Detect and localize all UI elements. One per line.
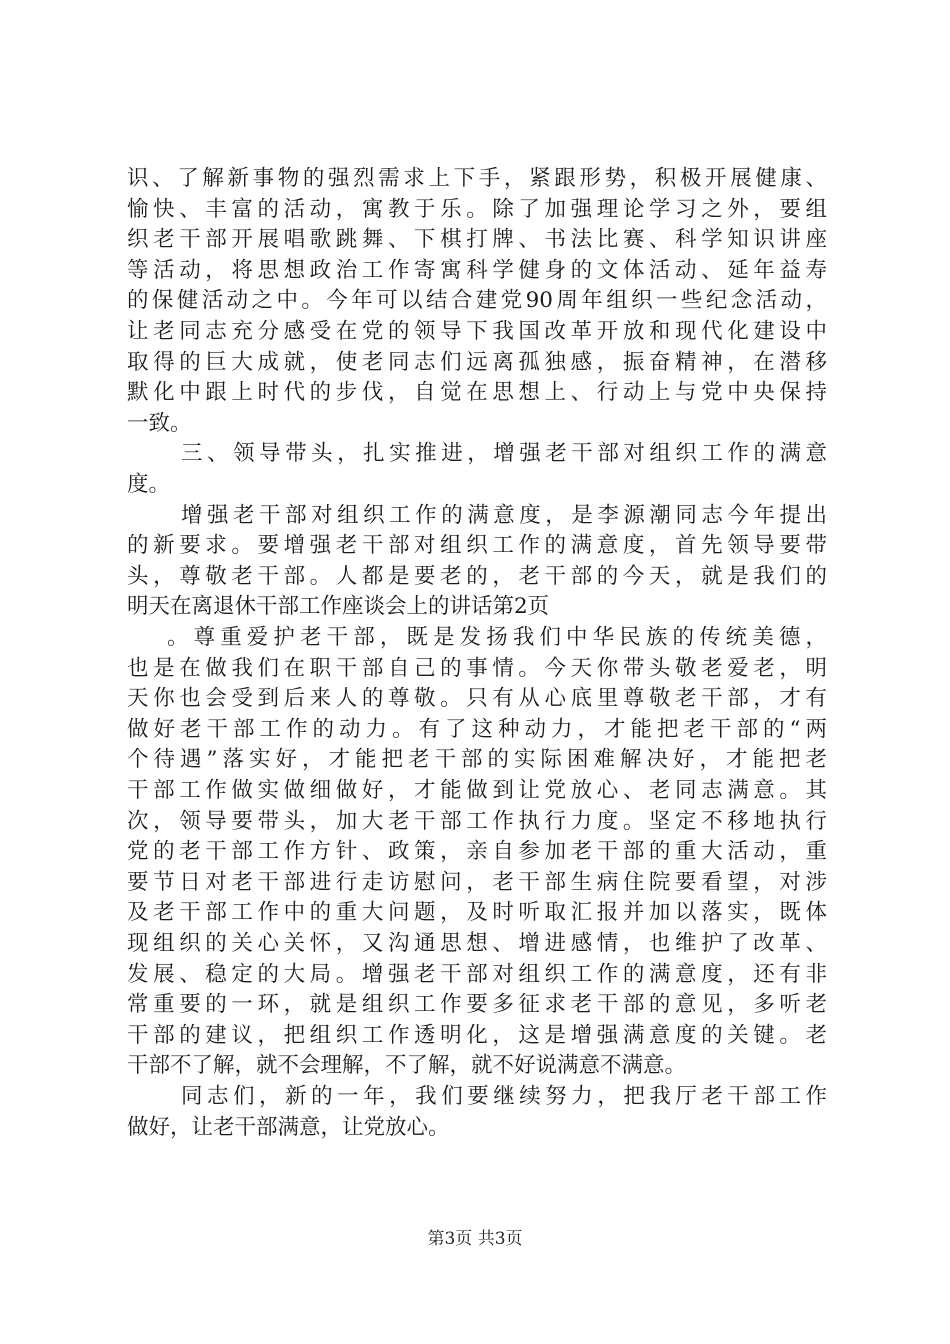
text-line: 织老干部开展唱歌跳舞、下棋打牌、书法比赛、科学知识讲座: [127, 227, 827, 253]
text-line: 。尊重爱护老干部，既是发扬我们中华民族的传统美德，: [167, 625, 827, 650]
text-line: 干部的建议，把组织工作透明化，这是增强满意度的关键。老: [127, 1022, 827, 1048]
text-line: 做好老干部工作的动力。有了这种动力，才能把老干部的“两: [127, 716, 827, 742]
text-line: 明天在离退休干部工作座谈会上的讲话第2页: [127, 594, 550, 620]
text-line: 等活动，将思想政治工作寄寓科学健身的文体活动、延年益寿: [127, 257, 827, 283]
text-line: 干部不了解，就不会理解，不了解，就不好说满意不满意。: [127, 1053, 687, 1079]
text-line: 做好，让老干部满意，让党放心。: [127, 1114, 450, 1140]
text-line: 愉快、丰富的活动，寓教于乐。除了加强理论学习之外，要组: [127, 196, 827, 222]
text-line: 要节日对老干部进行走访慰问，老干部生病住院要看望，对涉: [127, 869, 827, 895]
text-line: 增强老干部对组织工作的满意度，是李源潮同志今年提出: [181, 502, 827, 528]
text-line: 及老干部工作中的重大问题，及时听取汇报并加以落实，既体: [127, 900, 827, 926]
text-line: 同志们，新的一年，我们要继续努力，把我厅老干部工作: [181, 1084, 827, 1109]
text-line: 的新要求。要增强老干部对组织工作的满意度，首先领导要带: [127, 533, 827, 559]
text-line: 头，尊敬老干部。人都是要老的，老干部的今天，就是我们的: [127, 563, 827, 589]
text-line: 默化中跟上时代的步伐，自觉在思想上、行动上与党中央保持: [127, 380, 827, 406]
text-line: 取得的巨大成就，使老同志们远离孤独感，振奋精神，在潜移: [127, 349, 827, 375]
page-footer: 第3页 共3页: [427, 1229, 523, 1249]
text-line: 个待遇”落实好，才能把老干部的实际困难解决好，才能把老: [127, 747, 827, 773]
text-line: 识、了解新事物的强烈需求上下手，紧跟形势，积极开展健康、: [127, 166, 827, 191]
text-line: 现组织的关心关怀，又沟通思想、增进感情，也维护了改革、: [127, 931, 827, 956]
text-line: 党的老干部工作方针、政策，亲自参加老干部的重大活动，重: [127, 839, 827, 865]
text-line: 让老同志充分感受在党的领导下我国改革开放和现代化建设中: [127, 319, 827, 344]
section-heading: 三、领导带头，扎实推进，增强老干部对组织工作的满意: [181, 441, 827, 467]
text-line: 干部工作做实做细做好，才能做到让党放心、老同志满意。其: [127, 778, 827, 803]
text-line: 也是在做我们在职干部自己的事情。今天你带头敬老爱老，明: [127, 655, 827, 681]
text-line: 的保健活动之中。今年可以结合建党90周年组织一些纪念活动，: [127, 288, 827, 314]
section-heading-continued: 度。: [127, 472, 171, 497]
text-line: 发展、稳定的大局。增强老干部对组织工作的满意度，还有非: [127, 961, 827, 987]
text-line: 常重要的一环，就是组织工作要多征求老干部的意见，多听老: [127, 992, 827, 1018]
text-line: 天你也会受到后来人的尊敬。只有从心底里尊敬老干部，才有: [127, 686, 827, 712]
text-line: 一致。: [127, 410, 192, 436]
text-line: 次，领导要带头，加大老干部工作执行力度。坚定不移地执行: [127, 808, 827, 834]
